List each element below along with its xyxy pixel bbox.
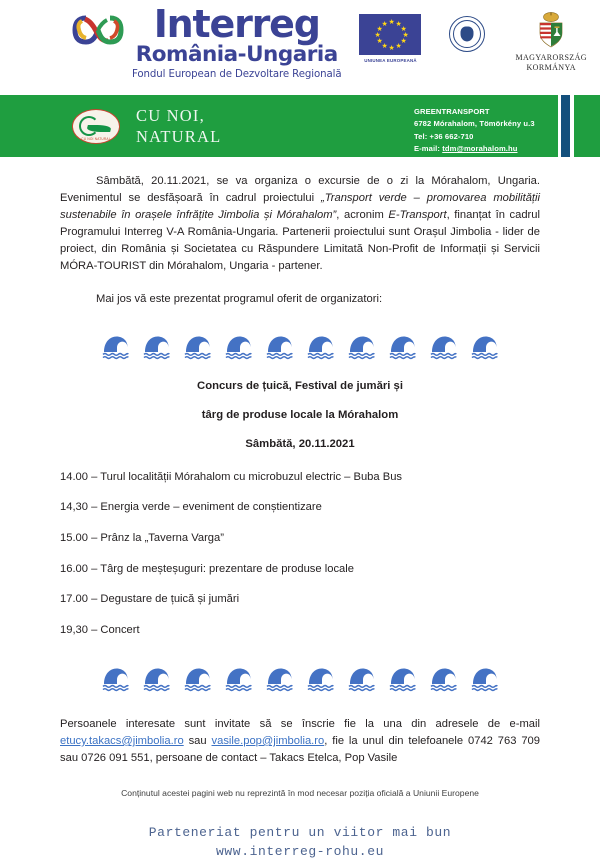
water-wave-icon — [184, 335, 212, 360]
water-wave-icon — [184, 667, 212, 692]
banner-phone: Tel: +36 662-710 — [414, 131, 474, 141]
water-wave-icon — [102, 335, 130, 360]
intro-paragraph — [60, 173, 540, 275]
banner-email-row — [414, 143, 535, 155]
banner-slogan — [136, 105, 221, 147]
eu-caption: UNIUNEA EUROPEANĂ — [364, 58, 417, 63]
water-wave-icon — [471, 667, 499, 692]
event-title-line1: Concurs de țuică, Festival de jumări și — [197, 379, 403, 392]
water-wave-icon — [225, 335, 253, 360]
wave-divider-bottom — [60, 664, 540, 692]
intro-text-2: , acronim — [336, 209, 389, 222]
water-wave-icon — [266, 667, 294, 692]
water-wave-icon — [389, 667, 417, 692]
intro-text-1: Sâmbătă, 20.11.2021, se va organiza o excursie de o zi la Mórahalom, Ungaria. Evenimentul se desfășoară în cadrul proiectului — [60, 175, 540, 205]
eu-logo — [359, 6, 421, 63]
water-wave-icon — [389, 335, 417, 360]
banner-email-label: E-mail: — [414, 143, 443, 153]
water-wave-icon — [143, 335, 171, 360]
banner-accent-bar-blue — [561, 95, 570, 157]
intro-italic-project-name: „Transport verde – promovarea mobilității sustenabile în orașele înfrățite Jimbolia și Mórahalom” — [60, 192, 540, 222]
water-wave-icon — [225, 667, 253, 692]
document-body — [0, 173, 600, 862]
intro-italic-acronym: E-Transport — [388, 209, 447, 222]
schedule-item: 19,30 – Concert — [60, 623, 140, 636]
intro-text-3: , finanțat în cadrul Programului Interreg V-A România-Ungaria. Partenerii proiectului sunt Orașul Jimbolia - lider de proiect, din România și Societatea cu Răspundere Limitată Non-Profit de Informații și Servicii MÓRA-TOURIST din Mórahalom, Ungaria - partener. — [60, 209, 540, 273]
footer-slogan: Parteneriat pentru un viitor mai bun — [148, 824, 452, 840]
interreg-title: Interreg — [153, 2, 320, 46]
interreg-logo — [72, 2, 342, 80]
green-transport-banner — [0, 95, 600, 157]
wave-divider-top — [60, 332, 540, 360]
water-wave-icon — [430, 667, 458, 692]
schedule-item: 15.00 – Prânz la „Taverna Varga” — [60, 531, 224, 544]
water-wave-icon — [430, 335, 458, 360]
schedule-list — [60, 470, 540, 638]
water-wave-icon — [348, 667, 376, 692]
program-intro-line: Mai jos vă este prezentat programul oferit de organizatori: — [96, 293, 383, 306]
water-wave-icon — [102, 667, 130, 692]
contact-text-pre: Persoanele interesate sunt invitate să se înscrie fie la una din adresele de e-mail — [60, 717, 540, 730]
green-transport-badge-icon: CU NOI NATURAL — [72, 109, 120, 144]
romania-government-seal-icon — [449, 16, 485, 52]
schedule-item: 16.00 – Târg de meșteșuguri: prezentare de produse locale — [60, 562, 354, 575]
contact-text-post: , fie la unul din telefoanele 0742 763 709 sau 0726 091 551, persoane de contact – Takacs Etelca, Pop Vasile — [60, 734, 540, 765]
hungary-caption-line1: MAGYARORSZÁG — [515, 53, 587, 62]
event-title-line2: târg de produse locale la Mórahalom — [201, 408, 399, 421]
event-date: Sâmbătă, 20.11.2021 — [245, 437, 355, 450]
water-wave-icon — [143, 667, 171, 692]
banner-address: 6782 Mórahalom, Tömörkény u.3 — [414, 119, 535, 129]
water-wave-icon — [307, 335, 335, 360]
water-wave-icon — [348, 335, 376, 360]
hungary-logo — [515, 6, 586, 73]
banner-divider-white-right — [570, 95, 574, 157]
contact-paragraph — [60, 716, 540, 768]
footer-website: www.interreg-rohu.eu — [215, 843, 385, 859]
interreg-infinity-icon — [72, 10, 124, 50]
water-wave-icon — [471, 335, 499, 360]
banner-branding — [72, 105, 221, 147]
contact-email-link-1[interactable]: etucy.takacs@jimbolia.ro — [60, 734, 184, 747]
eu-disclaimer: Conținutul acestei pagini web nu reprezintă în mod necesar poziția oficială a Uniunii Europene — [121, 787, 479, 798]
contact-text-sau: sau — [183, 734, 212, 747]
banner-contact-info — [414, 106, 535, 155]
header-logo-strip — [0, 0, 600, 95]
schedule-item: 14.00 – Turul localității Mórahalom cu microbuzul electric – Buba Bus — [60, 470, 403, 483]
schedule-item: 17.00 – Degustare de țuică și jumări — [60, 593, 240, 606]
hungary-caption — [515, 53, 586, 73]
contact-email-link-2[interactable]: vasile.pop@jimbolia.ro — [211, 734, 325, 747]
eu-flag-icon: ★ ★ ★ ★ ★ ★ ★ ★ ★ ★ ★ ★ — [359, 14, 421, 55]
banner-company-name: GREENTRANSPORT — [414, 107, 490, 116]
banner-email-link[interactable]: tdm@morahalom.hu — [442, 143, 518, 153]
interreg-subtitle: România-Ungaria — [135, 42, 338, 68]
banner-slogan-line2: NATURAL — [136, 127, 222, 146]
water-wave-icon — [307, 667, 335, 692]
hungary-caption-line2: KORMÁNYA — [526, 63, 576, 72]
water-wave-icon — [266, 335, 294, 360]
schedule-item: 14,30 – Energia verde – eveniment de conștientizare — [60, 501, 322, 514]
interreg-fund-label: Fondul European de Dezvoltare Regională — [132, 68, 342, 80]
hungary-coat-of-arms-icon — [536, 12, 566, 50]
page-footer — [60, 824, 540, 862]
banner-slogan-line1: CU NOI, — [136, 105, 205, 125]
